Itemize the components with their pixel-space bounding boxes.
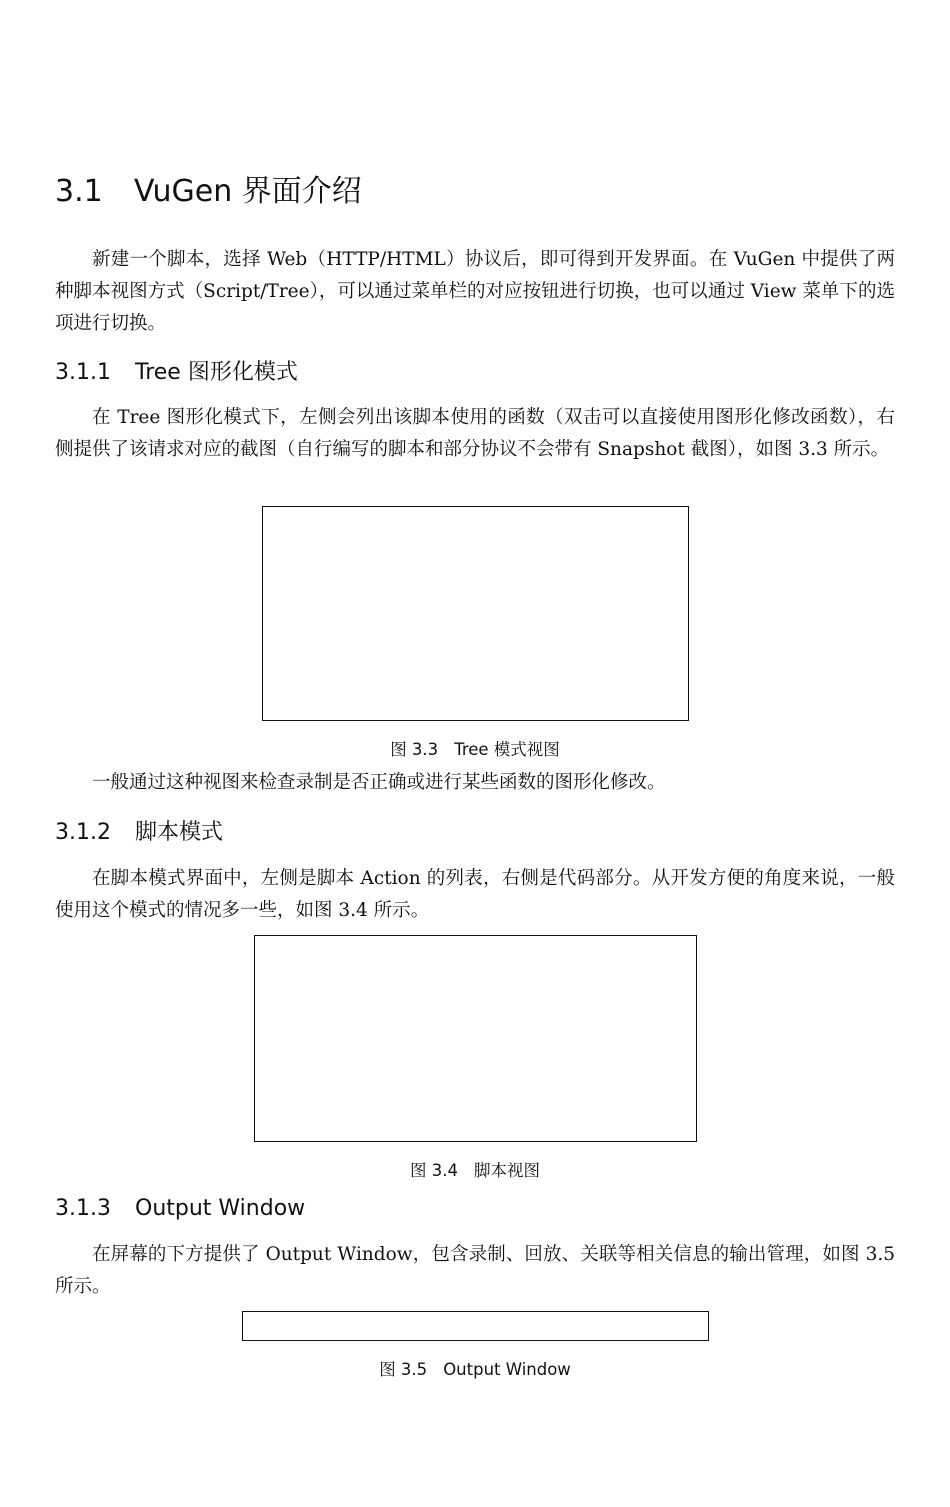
section-heading xyxy=(55,166,362,210)
output-window-paragraph: 在屏幕的下方提供了 Output Window，包含录制、回放、关联等相关信息的输出管理，如图 3.5 所示。 xyxy=(55,1244,895,1297)
figure-3-4-placeholder xyxy=(254,935,697,1142)
figure-3-5-caption xyxy=(0,1356,950,1380)
figure-3-3-caption xyxy=(0,736,950,760)
figure-3-3-placeholder xyxy=(262,506,689,721)
figure-3-5-placeholder xyxy=(242,1311,709,1341)
subsection-number: 3.1.2 xyxy=(55,820,111,845)
figure-3-4-caption xyxy=(0,1157,950,1181)
subsection-title: Output Window xyxy=(135,1196,306,1221)
subsection-title: 脚本模式 xyxy=(135,820,224,845)
intro-paragraph: 新建一个脚本，选择 Web（HTTP/HTML）协议后，即可得到开发界面。在 VuGen 中提供了两种脚本视图方式（Script/Tree），可以通过菜单栏的对应按钮进行切换，也可以通过 View 菜单下的选项进行切换。 xyxy=(55,249,895,334)
script-mode-paragraph: 在脚本模式界面中，左侧是脚本 Action 的列表，右侧是代码部分。从开发方便的角度来说，一般使用这个模式的情况多一些，如图 3.4 所示。 xyxy=(55,868,895,921)
figure-number: 图 3.3 xyxy=(390,740,439,759)
figure-caption-text: Tree 模式视图 xyxy=(454,740,560,759)
subsection-heading-tree xyxy=(55,355,298,386)
subsection-number: 3.1.1 xyxy=(55,360,111,385)
section-title: VuGen 界面介绍 xyxy=(134,174,362,209)
tree-mode-paragraph: 在 Tree 图形化模式下，左侧会列出该脚本使用的函数（双击可以直接使用图形化修改函数），右侧提供了该请求对应的截图（自行编写的脚本和部分协议不会带有 Snapshot 截图），如图 3.3 所示。 xyxy=(55,407,895,460)
subsection-number: 3.1.3 xyxy=(55,1196,111,1221)
figure-caption-text: 脚本视图 xyxy=(474,1161,540,1180)
figure-number: 图 3.4 xyxy=(410,1161,458,1180)
figure-caption-text: Output Window xyxy=(443,1360,571,1379)
section-number: 3.1 xyxy=(55,174,103,209)
figure-number: 图 3.5 xyxy=(379,1360,428,1379)
subsection-title: Tree 图形化模式 xyxy=(135,360,298,385)
tree-mode-after-paragraph: 一般通过这种视图来检查录制是否正确或进行某些函数的图形化修改。 xyxy=(92,772,666,793)
subsection-heading-output xyxy=(55,1196,305,1221)
subsection-heading-script xyxy=(55,815,223,846)
